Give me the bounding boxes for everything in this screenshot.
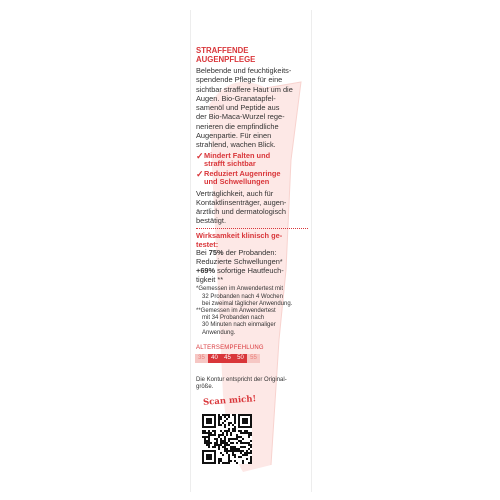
scan-label: Scan mich! — [202, 394, 257, 408]
intro-line: Belebende und feuchtigkeits- — [196, 66, 292, 75]
result-text: sofortige Hautfeuch- — [215, 265, 284, 275]
checkmark-icon: ✓ — [196, 168, 204, 179]
clinical-results — [196, 249, 308, 284]
headline: STRAFFENDE AUGENPFLEGE — [196, 46, 256, 64]
result-text: tigkeit ** — [196, 274, 224, 284]
checkmark-icon: ✓ — [196, 150, 204, 161]
benefit-item — [196, 152, 308, 169]
divider — [196, 228, 308, 229]
tolerance-line: ärztlich und dermatologisch — [196, 207, 286, 217]
clinical-title — [196, 232, 308, 249]
age-cell: 55 — [247, 354, 260, 363]
footnote-line: Anwendung. — [202, 329, 236, 336]
contour-note-line: größe. — [196, 384, 214, 391]
benefit-item — [196, 170, 308, 187]
tolerance-line: bestätigt. — [196, 216, 226, 226]
age-scale — [195, 354, 308, 363]
benefit-list — [196, 152, 308, 187]
benefit-line: strafft sichtbar — [204, 159, 256, 169]
product-box-side — [190, 10, 312, 492]
result-value: 75% — [208, 248, 224, 258]
contour-note-line: Die Kontur entspricht der Original- — [196, 376, 287, 383]
contour-note — [196, 377, 308, 391]
tolerance-line: Kontaktlinsenträger, augen- — [196, 198, 287, 208]
result-text: Reduzierte Schwellungen* — [196, 257, 283, 267]
intro-line: samenöl und Peptide aus — [196, 103, 280, 113]
benefit-text — [204, 152, 270, 169]
footnote-line: 30 Minuten nach einmaliger — [202, 322, 276, 329]
intro-line: der Bio-Maca-Wurzel rege- — [196, 112, 285, 122]
intro-line: strahlend, wachen Blick. — [196, 140, 276, 150]
result-text: der Probanden: — [223, 248, 277, 258]
intro-line: spendende Pflege für eine — [196, 75, 283, 85]
clinical-title-line: testet: — [196, 239, 219, 249]
text-content — [196, 46, 308, 391]
clinical-title-line: Wirksamkeit klinisch ge- — [196, 231, 283, 241]
age-cell: 35 — [195, 354, 208, 363]
footnotes — [196, 286, 308, 336]
age-cell: 45 — [221, 354, 234, 363]
intro-text — [196, 66, 308, 150]
benefit-text — [204, 170, 281, 187]
footnote-line: **Gemessen im Anwendertest — [196, 308, 276, 315]
tolerance-text — [196, 189, 308, 225]
age-cell: 40 — [208, 354, 221, 363]
footnote-line: *Gemessen im Anwendertest mit — [196, 286, 284, 293]
benefit-line: und Schwellungen — [204, 177, 270, 187]
qr-code-icon[interactable] — [202, 414, 252, 464]
intro-line: Augen. Bio-Granatapfel- — [196, 93, 276, 103]
footnote-line: mit 34 Probanden nach — [202, 315, 265, 322]
age-recommendation-title: ALTERSEMPFEHLUNG — [196, 344, 264, 351]
age-cell: 50 — [234, 354, 247, 363]
intro-line: Augenpartie. Für einen — [196, 131, 272, 141]
benefit-line: Mindert Falten und — [204, 150, 271, 160]
result-text: Bei — [196, 248, 209, 258]
intro-line: nerieren die empfindliche — [196, 121, 279, 131]
tolerance-line: Verträglichkeit, auch für — [196, 189, 274, 199]
footnote-line: 32 Probanden nach 4 Wochen — [202, 293, 283, 300]
footnote-line: bei zweimal täglicher Anwendung. — [202, 300, 293, 307]
benefit-line: Reduziert Augenringe — [204, 168, 281, 178]
intro-line: sichtbar straffere Haut um die — [196, 84, 293, 94]
result-value: +69% — [196, 265, 216, 275]
